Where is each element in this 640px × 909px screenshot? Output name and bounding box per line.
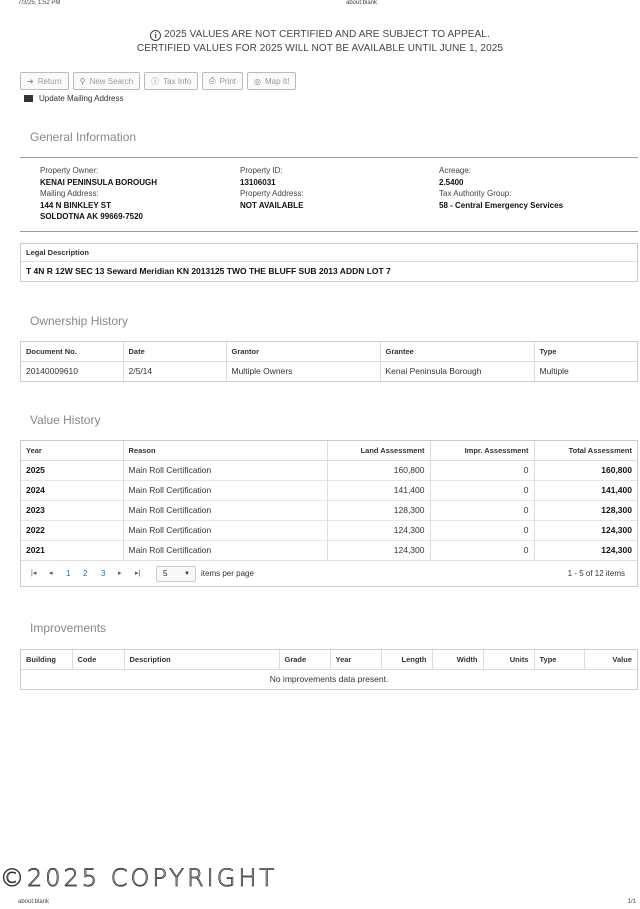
update-mailing-link[interactable] [24,94,124,103]
next-page-icon[interactable]: ▸ [118,570,122,577]
col-width[interactable]: Width [432,650,483,669]
update-mailing-label: Update Mailing Address [39,94,124,103]
table-row [21,520,637,540]
col-grantor[interactable]: Grantor [226,342,380,361]
footer-page: 1/1 [627,899,636,905]
col-type[interactable]: Type [534,342,637,361]
col-length[interactable]: Length [381,650,432,669]
col-year[interactable]: Year [21,441,123,460]
col-building[interactable]: Building [21,650,72,669]
col-type[interactable]: Type [534,650,584,669]
return-label: Return [37,76,62,86]
col-document-no[interactable]: Document No. [21,342,123,361]
copyright-watermark: ©2025 COPYRIGHT [0,864,278,892]
impr-assessment: 0 [430,540,534,560]
table-row [21,540,637,560]
type: Multiple [534,361,637,381]
year: 2024 [21,480,123,500]
owner-value: KENAI PENINSULA BOROUGH [40,177,158,187]
impr-assessment: 0 [430,460,534,480]
col-impr-assessment[interactable]: Impr. Assessment [430,441,534,460]
general-info-bottom-divider [20,231,638,232]
new-search-label: New Search [89,76,134,86]
info-circle-icon: ⓘ [151,76,160,86]
mailing-line-1: 144 N BINKLEY ST [40,200,111,210]
total-assessment: 124,300 [534,520,637,540]
grantee: Kenai Peninsula Borough [380,361,534,381]
tax-info-button[interactable] [144,72,198,90]
ownership-history-title: Ownership History [30,314,129,328]
grantor: Multiple Owners [226,361,380,381]
year: 2021 [21,540,123,560]
value-history-title: Value History [30,413,101,427]
page-3[interactable]: 3 [101,569,106,578]
improvements-table [20,649,638,690]
acreage-label: Acreage: [439,166,472,175]
general-info-title: General Information [30,130,137,144]
page-size-select[interactable] [156,566,196,582]
chevron-down-icon: ▼ [184,571,190,577]
notice-line-2: CERTIFIED VALUES FOR 2025 WILL NOT BE AVAILABLE UNTIL JUNE 1, 2025 [136,43,504,54]
print-button[interactable] [202,72,243,90]
print-datetime: 7/3/25, 1:52 PM [18,0,61,6]
new-search-button[interactable] [73,72,140,90]
legal-description-box [20,243,638,282]
envelope-icon [24,95,33,102]
impr-assessment: 0 [430,500,534,520]
col-value[interactable]: Value [584,650,637,669]
return-button[interactable] [20,72,69,90]
col-code[interactable]: Code [72,650,124,669]
items-per-page-label: items per page [201,569,254,578]
empty-row [21,669,637,689]
acreage-value: 2.5400 [439,177,464,187]
land-assessment: 128,300 [327,500,430,520]
page-2[interactable]: 2 [83,569,88,578]
print-footer [18,899,636,907]
table-row [21,361,637,381]
col-description[interactable]: Description [124,650,279,669]
col-year[interactable]: Year [330,650,381,669]
tax-authority-value: 58 - Central Emergency Services [439,200,564,210]
search-icon: ⚲ [79,76,86,86]
map-it-button[interactable] [247,72,296,90]
land-assessment: 141,400 [327,480,430,500]
print-header [18,0,622,8]
total-assessment: 124,300 [534,540,637,560]
col-land-assessment[interactable]: Land Assessment [327,441,430,460]
ownership-table [20,341,638,382]
col-units[interactable]: Units [483,650,534,669]
impr-assessment: 0 [430,480,534,500]
land-assessment: 160,800 [327,460,430,480]
improvements-title: Improvements [30,621,107,635]
table-row [21,500,637,520]
pager-range: 1 - 5 of 12 items [567,569,625,578]
printer-icon: ⎙ [209,76,216,85]
legal-description-label: Legal Description [21,244,637,262]
page-size-value: 5 [163,569,168,578]
owner-label: Property Owner: [40,166,99,175]
total-assessment: 128,300 [534,500,637,520]
reason: Main Roll Certification [123,460,327,480]
reason: Main Roll Certification [123,500,327,520]
page-1[interactable]: 1 [66,569,71,578]
land-assessment: 124,300 [327,520,430,540]
general-info-divider [20,157,638,158]
mailing-label: Mailing Address: [40,189,99,198]
col-reason[interactable]: Reason [123,441,327,460]
total-assessment: 160,800 [534,460,637,480]
impr-assessment: 0 [430,520,534,540]
document-no: 20140009610 [21,361,123,381]
year: 2025 [21,460,123,480]
mailing-line-2: SOLDOTNA AK 99669-7520 [40,212,143,221]
col-grade[interactable]: Grade [279,650,330,669]
appeal-notice [0,28,640,56]
year: 2023 [21,500,123,520]
reason: Main Roll Certification [123,480,327,500]
total-assessment: 141,400 [534,480,637,500]
print-label: Print [219,76,237,86]
col-grantee[interactable]: Grantee [380,342,534,361]
return-arrow-icon: ➔ [27,76,34,86]
reason: Main Roll Certification [123,540,327,560]
table-row [21,460,637,480]
property-address-label: Property Address: [240,189,304,198]
reason: Main Roll Certification [123,520,327,540]
col-total-assessment[interactable]: Total Assessment [534,441,637,460]
prev-page-icon[interactable]: ◂ [49,570,53,577]
table-row [21,480,637,500]
legal-description-text: T 4N R 12W SEC 13 Seward Meridian KN 2013125 TWO THE BLUFF SUB 2013 ADDN LOT 7 [26,266,391,276]
map-it-label: Map It! [265,76,290,86]
no-improvements-message: No improvements data present. [21,669,637,689]
tax-info-label: Tax Info [163,76,192,86]
last-page-icon[interactable]: ▸| [135,570,141,577]
info-icon: i [150,30,161,41]
print-url: about:blank [346,0,378,6]
footer-url: about:blank [18,899,50,905]
date: 2/5/14 [123,361,226,381]
notice-line-1: 2025 VALUES ARE NOT CERTIFIED AND ARE SUBJECT TO APPEAL. [164,29,490,40]
pager [21,560,637,586]
tax-authority-label: Tax Authority Group: [439,189,512,198]
property-id-value: 13106031 [240,177,276,187]
property-id-label: Property ID: [240,166,283,175]
land-assessment: 124,300 [327,540,430,560]
toolbar [20,72,296,90]
first-page-icon[interactable]: |◂ [31,570,37,577]
value-history-table [20,440,638,587]
property-address-value: NOT AVAILABLE [240,200,304,210]
globe-icon: ◎ [254,76,262,86]
year: 2022 [21,520,123,540]
col-date[interactable]: Date [123,342,226,361]
